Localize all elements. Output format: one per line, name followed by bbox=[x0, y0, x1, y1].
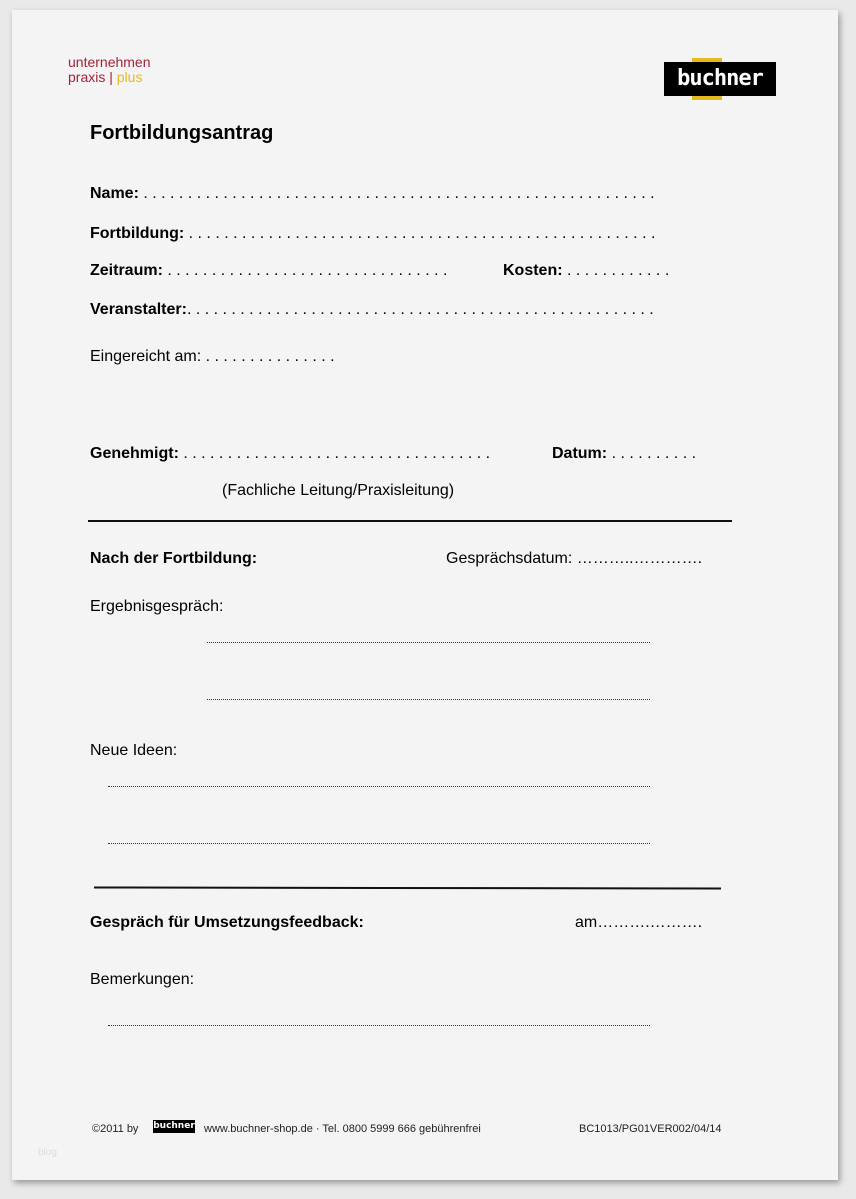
footer-buchner-logo: buchner bbox=[153, 1121, 195, 1131]
name-field[interactable]: . . . . . . . . . . . . . . . . . . . . . . . . . . . . . . . . . . . . . . . . . . . . . . . . . . . . . . . . . . bbox=[143, 185, 655, 202]
after-heading: Nach der Fortbildung: bbox=[90, 550, 258, 567]
zeitraum-label: Zeitraum: bbox=[90, 262, 163, 279]
datum-field[interactable]: . . . . . . . . . . bbox=[611, 445, 697, 462]
name-label: Name: bbox=[90, 185, 139, 202]
watermark: blog bbox=[38, 1147, 57, 1158]
eingereicht-label: Eingereicht am: bbox=[90, 348, 202, 365]
page-title: Fortbildungsantrag bbox=[90, 122, 274, 144]
ideen-label: Neue Ideen: bbox=[90, 742, 178, 759]
zeitraum-field[interactable]: . . . . . . . . . . . . . . . . . . . . . . . . . . . . . . . . bbox=[167, 262, 448, 279]
feedback-date-field[interactable]: am……….………. bbox=[575, 914, 703, 931]
kosten-label: Kosten: bbox=[503, 262, 563, 279]
footer-copyright: ©2011 by bbox=[92, 1123, 139, 1135]
veranstalter-label: Veranstalter: bbox=[90, 301, 187, 318]
ideen-line-2[interactable] bbox=[108, 843, 650, 844]
leitung-note: (Fachliche Leitung/Praxisleitung) bbox=[222, 482, 455, 499]
buchner-logo: buchner bbox=[664, 62, 776, 96]
ergebnis-line-2[interactable] bbox=[207, 699, 650, 700]
genehmigt-label: Genehmigt: bbox=[90, 445, 179, 462]
gespraechsdatum-field[interactable]: Gesprächsdatum: ………..…………. bbox=[446, 550, 703, 567]
fortbildung-label: Fortbildung: bbox=[90, 225, 185, 242]
footer-code: BC1013/PG01VER002/04/14 bbox=[579, 1123, 722, 1135]
eingereicht-field[interactable]: . . . . . . . . . . . . . . . bbox=[205, 348, 335, 365]
logo-line-1: unternehmen bbox=[68, 54, 151, 70]
ergebnis-label: Ergebnisgespräch: bbox=[90, 598, 224, 615]
logo-line-2a: praxis | bbox=[68, 69, 113, 85]
genehmigt-field[interactable]: . . . . . . . . . . . . . . . . . . . . . . . . . . . . . . . . . . . bbox=[183, 445, 491, 462]
kosten-field[interactable]: . . . . . . . . . . . . bbox=[567, 262, 670, 279]
bemerkungen-label: Bemerkungen: bbox=[90, 971, 195, 988]
ergebnis-line-1[interactable] bbox=[207, 642, 650, 643]
feedback-heading: Gespräch für Umsetzungsfeedback: bbox=[90, 914, 364, 931]
fortbildung-field[interactable]: . . . . . . . . . . . . . . . . . . . . . . . . . . . . . . . . . . . . . . . . . . . . . . . . . . . . . bbox=[188, 225, 656, 242]
logo-line-2b: plus bbox=[116, 69, 143, 85]
datum-label: Datum: bbox=[552, 445, 608, 462]
unternehmen-praxis-plus-logo bbox=[68, 55, 151, 85]
footer-contact: www.buchner-shop.de · Tel. 0800 5999 666 gebührenfrei bbox=[204, 1123, 481, 1135]
bemerkungen-line[interactable] bbox=[108, 1025, 650, 1026]
divider bbox=[88, 520, 732, 522]
ideen-line-1[interactable] bbox=[108, 786, 650, 787]
veranstalter-field[interactable]: . . . . . . . . . . . . . . . . . . . . . . . . . . . . . . . . . . . . . . . . . . . . . . . . . . . . . bbox=[186, 301, 654, 318]
